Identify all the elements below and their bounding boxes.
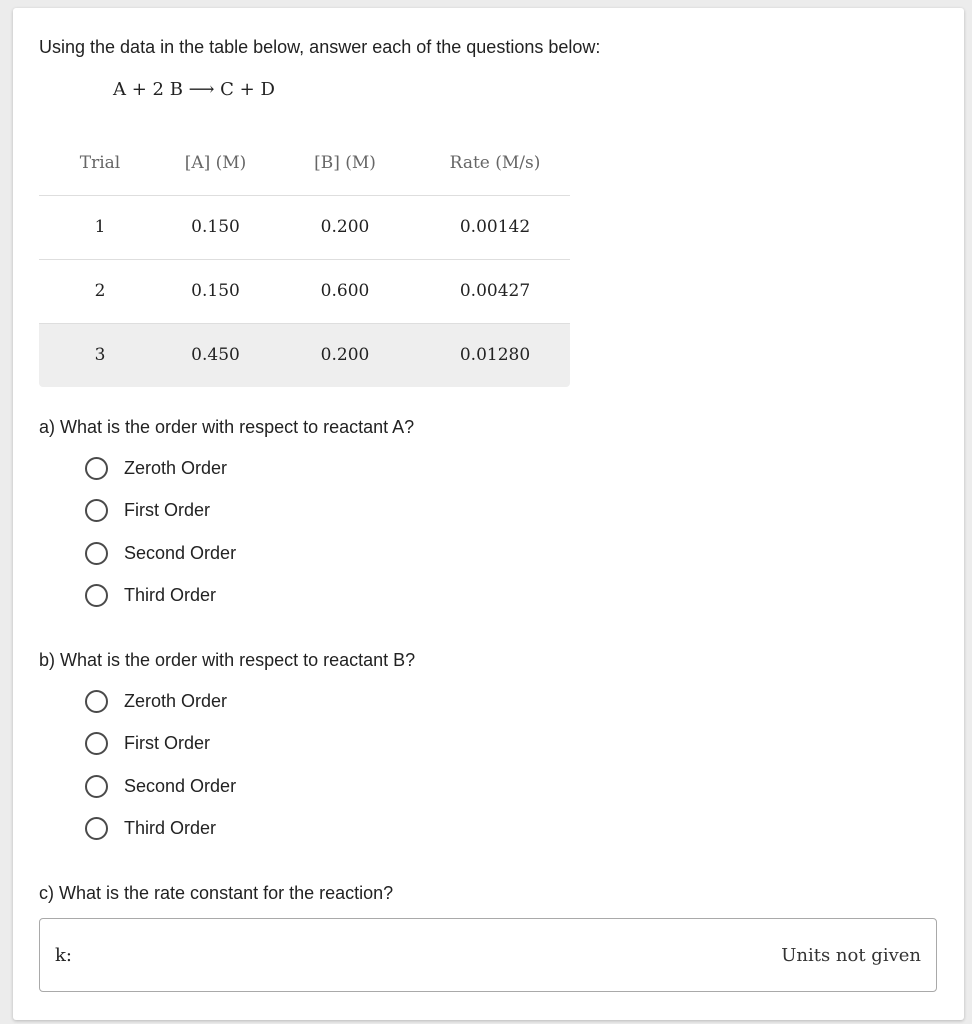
- question-b-options: [85, 680, 236, 850]
- cell-rate: 0.01280: [420, 323, 570, 387]
- question-b-prompt: b) What is the order with respect to reactant B?: [39, 650, 416, 670]
- radio-circle-icon[interactable]: [85, 732, 108, 755]
- cell-rate: 0.00427: [420, 259, 570, 323]
- radio-circle-icon[interactable]: [85, 690, 108, 713]
- cell-concentration-b: 0.200: [270, 195, 420, 259]
- radio-circle-icon[interactable]: [85, 775, 108, 798]
- reaction-equation: A + 2 B ⟶ C + D: [113, 79, 275, 100]
- cell-concentration-a: 0.150: [161, 195, 270, 259]
- question-c-prompt: c) What is the rate constant for the reaction?: [39, 883, 394, 903]
- option-a-first-order[interactable]: [85, 490, 236, 533]
- kinetics-data-table: [39, 131, 570, 387]
- radio-circle-icon[interactable]: [85, 584, 108, 607]
- header-concentration-a: [A] (M): [161, 131, 270, 195]
- option-label: Second Order: [124, 542, 237, 563]
- radio-circle-icon[interactable]: [85, 542, 108, 565]
- option-b-zeroth-order[interactable]: [85, 680, 236, 723]
- cell-concentration-b: 0.600: [270, 259, 420, 323]
- option-label: Zeroth Order: [124, 690, 228, 711]
- option-label: First Order: [124, 733, 211, 754]
- cell-trial: 3: [39, 323, 161, 387]
- option-label: Third Order: [124, 585, 217, 606]
- intro-text: Using the data in the table below, answer each of the questions below:: [39, 37, 601, 57]
- cell-concentration-b: 0.200: [270, 323, 420, 387]
- question-a-options: [85, 447, 236, 617]
- radio-circle-icon[interactable]: [85, 457, 108, 480]
- option-label: Zeroth Order: [124, 457, 228, 478]
- units-label: Units not given: [781, 944, 921, 966]
- option-a-third-order[interactable]: [85, 575, 236, 618]
- header-rate: Rate (M/s): [420, 131, 570, 195]
- table-row: [39, 323, 570, 387]
- table-header-row: [39, 131, 570, 195]
- table-row: [39, 259, 570, 323]
- radio-circle-icon[interactable]: [85, 499, 108, 522]
- cell-concentration-a: 0.150: [161, 259, 270, 323]
- cell-rate: 0.00142: [420, 195, 570, 259]
- rate-constant-input[interactable]: [39, 918, 937, 992]
- option-label: Third Order: [124, 818, 217, 839]
- header-concentration-b: [B] (M): [270, 131, 420, 195]
- option-b-second-order[interactable]: [85, 765, 236, 808]
- option-b-third-order[interactable]: [85, 808, 236, 851]
- option-b-first-order[interactable]: [85, 723, 236, 766]
- cell-trial: 2: [39, 259, 161, 323]
- radio-circle-icon[interactable]: [85, 817, 108, 840]
- option-label: First Order: [124, 500, 211, 521]
- rate-constant-label: k:: [55, 944, 72, 966]
- option-a-zeroth-order[interactable]: [85, 447, 236, 490]
- cell-trial: 1: [39, 195, 161, 259]
- cell-concentration-a: 0.450: [161, 323, 270, 387]
- question-a-prompt: a) What is the order with respect to reactant A?: [39, 417, 415, 437]
- header-trial: Trial: [39, 131, 161, 195]
- table-row: [39, 195, 570, 259]
- option-a-second-order[interactable]: [85, 532, 236, 575]
- option-label: Second Order: [124, 775, 237, 796]
